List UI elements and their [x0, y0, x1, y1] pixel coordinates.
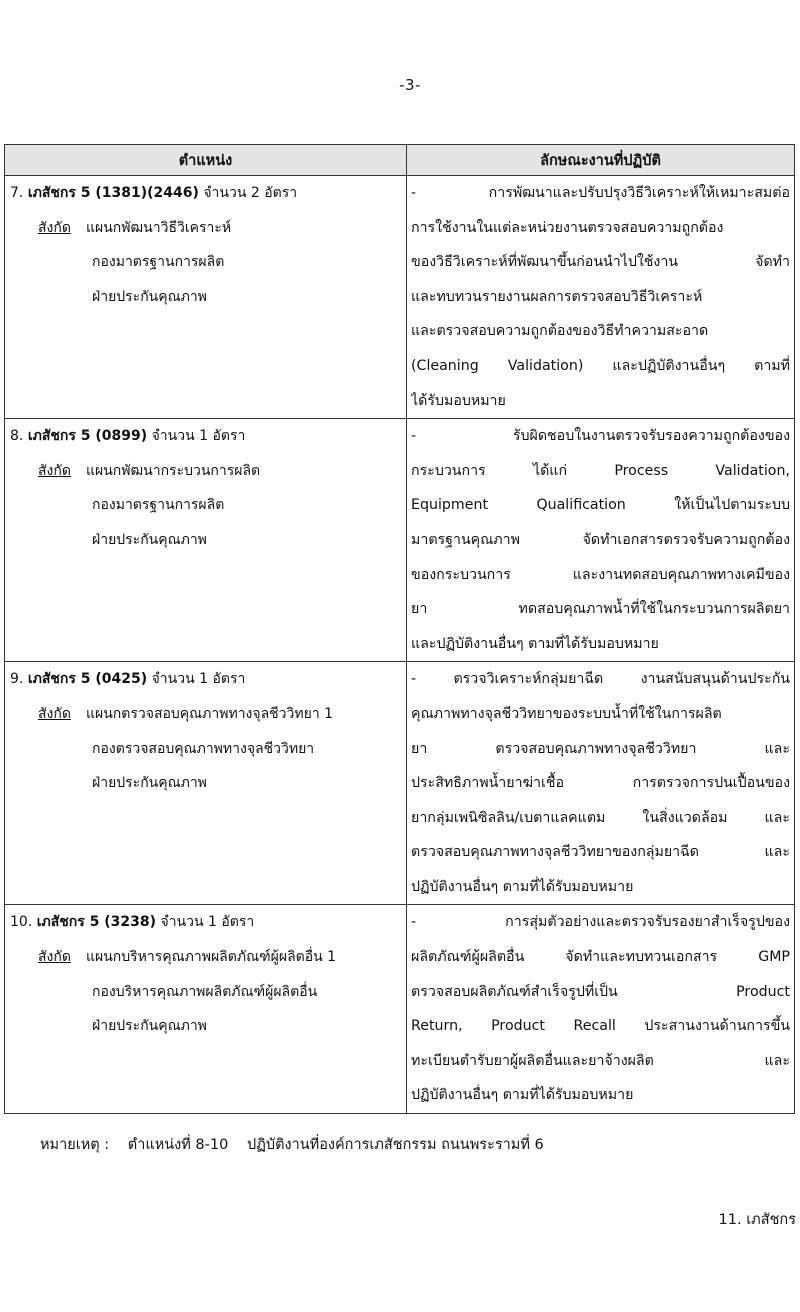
position-title: เภสัชกร 5 (1381)(2446) — [27, 185, 199, 201]
affiliation-label: สังกัด — [38, 219, 71, 236]
position-cell — [5, 662, 407, 905]
position-count: จำนวน 1 อัตรา — [151, 671, 246, 688]
description-line: การใช้งานในแต่ละหน่วยงานตรวจสอบความถูกต้อง — [411, 219, 724, 236]
description-line: - การพัฒนาและปรับปรุงวิธีวิเคราะห์ให้เหมาะสมต่อ — [411, 185, 790, 201]
section-name: แผนกพัฒนาวิธีวิเคราะห์ — [86, 219, 232, 236]
description-line: ได้รับมอบหมาย — [411, 392, 506, 409]
table-header-row — [5, 145, 795, 176]
table-row — [5, 662, 795, 905]
description-line: ของวิธีวิเคราะห์ที่พัฒนาขึ้นก่อนนำไปใช้งาน จัดทำ — [411, 254, 790, 271]
affiliation-line — [10, 211, 402, 246]
position-cell — [5, 905, 407, 1114]
description-line: และตรวจสอบความถูกต้องของวิธีทำความสะอาด — [411, 323, 709, 340]
description-cell — [407, 419, 795, 662]
description-line: และปฏิบัติงานอื่นๆ ตามที่ได้รับมอบหมาย — [411, 635, 659, 652]
description-cell — [407, 176, 795, 419]
footnote — [40, 1133, 544, 1156]
section-name: แผนกพัฒนากระบวนการผลิต — [86, 462, 261, 479]
description-line: และทบทวนรายงานผลการตรวจสอบวิธีวิเคราะห์ — [411, 288, 703, 305]
page-number: -3- — [399, 76, 421, 94]
description-line: ประสิทธิภาพน้ำยาฆ่าเชื้อ การตรวจการปนเปื้อนของ — [411, 775, 790, 792]
description-line: Equipment Qualification ให้เป็นไปตามระบบ — [411, 497, 790, 514]
affiliation-label: สังกัด — [38, 462, 71, 479]
affiliation-line — [10, 454, 402, 489]
table-row — [5, 176, 795, 419]
description-line: ยากลุ่มเพนิซิลลิน/เบตาแลคแตม ในสิ่งแวดล้อม และ — [411, 809, 790, 826]
division-name: กองตรวจสอบคุณภาพทางจุลชีววิทยา — [92, 740, 315, 757]
affiliation-line — [10, 940, 402, 975]
position-cell — [5, 176, 407, 419]
position-number: 10. — [10, 914, 33, 931]
affiliation-label: สังกัด — [38, 705, 71, 722]
description-line: ยา ทดสอบคุณภาพน้ำที่ใช้ในกระบวนการผลิตยา — [411, 601, 790, 618]
position-count: จำนวน 1 อัตรา — [151, 428, 246, 445]
position-title: เภสัชกร 5 (0425) — [27, 671, 148, 688]
description-line: Return, Product Recall ประสานงานด้านการขึ้น — [411, 1018, 790, 1035]
position-title-line — [10, 662, 402, 697]
description-cell — [407, 905, 795, 1114]
section-name: แผนกตรวจสอบคุณภาพทางจุลชีววิทยา 1 — [86, 705, 334, 722]
description-line: ทะเบียนตำรับยาผู้ผลิตอื่นและยาจ้างผลิต และ — [411, 1052, 790, 1069]
position-title: เภสัชกร 5 (3238) — [36, 914, 157, 931]
description-line: ตรวจสอบคุณภาพทางจุลชีววิทยาของกลุ่มยาฉีด และ — [411, 844, 790, 861]
description-line: ปฏิบัติงานอื่นๆ ตามที่ได้รับมอบหมาย — [411, 878, 634, 895]
division-name: กองมาตรฐานการผลิต — [92, 497, 225, 514]
position-count: จำนวน 1 อัตรา — [160, 914, 255, 931]
description-line: กระบวนการ ได้แก่ Process Validation, — [411, 462, 790, 479]
position-title-line — [10, 176, 402, 211]
footnote-label: หมายเหตุ : — [40, 1137, 110, 1153]
department-name: ฝ่ายประกันคุณภาพ — [92, 288, 207, 305]
description-line: ยา ตรวจสอบคุณภาพทางจุลชีววิทยา และ — [411, 740, 790, 757]
table-row — [5, 905, 795, 1114]
header-job-description: ลักษณะงานที่ปฏิบัติ — [407, 145, 795, 176]
affiliation-label: สังกัด — [38, 949, 71, 966]
description-line: มาตรฐานคุณภาพ จัดทำเอกสารตรวจรับความถูกต้อง — [411, 531, 790, 548]
description-line: ผลิตภัณฑ์ผู้ผลิตอื่น จัดทำและทบทวนเอกสาร GMP — [411, 949, 790, 966]
description-line: ปฏิบัติงานอื่นๆ ตามที่ได้รับมอบหมาย — [411, 1087, 634, 1104]
description-line: - ตรวจวิเคราะห์กลุ่มยาฉีด งานสนับสนุนด้านประกัน — [411, 671, 790, 688]
footnote-positions: ตำแหน่งที่ 8-10 — [127, 1137, 229, 1153]
position-number: 8. — [10, 428, 24, 445]
division-name: กองบริหารคุณภาพผลิตภัณฑ์ผู้ผลิตอื่น — [92, 983, 318, 1000]
position-title: เภสัชกร 5 (0899) — [27, 428, 148, 445]
description-line: ของกระบวนการ และงานทดสอบคุณภาพทางเคมีของ — [411, 566, 790, 583]
description-line: - รับผิดชอบในงานตรวจรับรองความถูกต้องของ — [411, 428, 790, 445]
department-name: ฝ่ายประกันคุณภาพ — [92, 775, 207, 792]
description-line: ตรวจสอบผลิตภัณฑ์สำเร็จรูปที่เป็น Product — [411, 983, 790, 1000]
division-name: กองมาตรฐานการผลิต — [92, 254, 225, 271]
description-line: คุณภาพทางจุลชีววิทยาของระบบน้ำที่ใช้ในการผลิต — [411, 705, 722, 722]
section-name: แผนกบริหารคุณภาพผลิตภัณฑ์ผู้ผลิตอื่น 1 — [86, 949, 337, 966]
header-position: ตำแหน่ง — [5, 145, 407, 176]
positions-table — [4, 144, 795, 1114]
continuation-text: 11. เภสัชกร — [718, 1212, 796, 1228]
position-count: จำนวน 2 อัตรา — [203, 185, 298, 201]
department-name: ฝ่ายประกันคุณภาพ — [92, 531, 207, 548]
affiliation-line — [10, 697, 402, 732]
position-number: 9. — [10, 671, 24, 688]
department-name: ฝ่ายประกันคุณภาพ — [92, 1018, 207, 1035]
position-cell — [5, 419, 407, 662]
position-number: 7. — [10, 185, 24, 201]
description-line: (Cleaning Validation) และปฏิบัติงานอื่นๆ ตามที่ — [411, 357, 790, 374]
position-title-line — [10, 905, 402, 940]
description-cell — [407, 662, 795, 905]
footnote-text: ปฏิบัติงานที่องค์การเภสัชกรรม ถนนพระรามที่ 6 — [246, 1137, 544, 1153]
description-line: - การสุ่มตัวอย่างและตรวจรับรองยาสำเร็จรูปของ — [411, 914, 790, 931]
position-title-line — [10, 419, 402, 454]
table-row — [5, 419, 795, 662]
